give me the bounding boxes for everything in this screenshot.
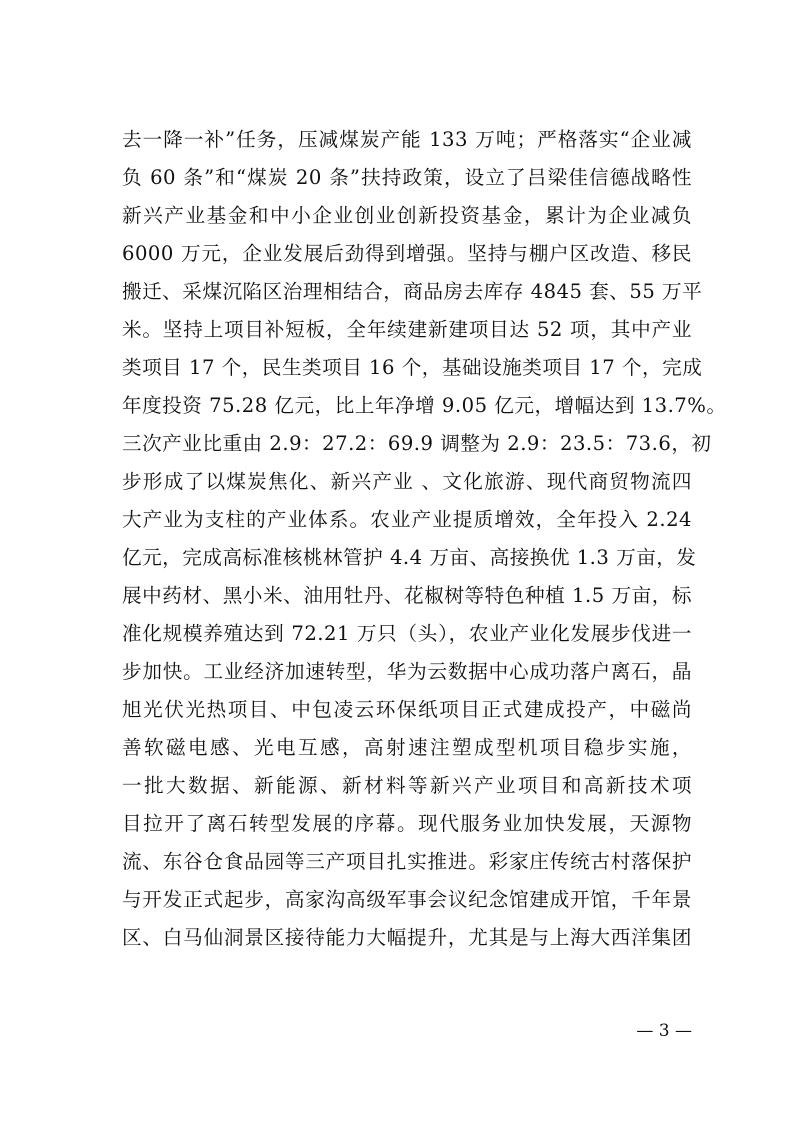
text-line: 米。坚持上项目补短板，全年续建新建项目达 52 项，其中产业 (122, 318, 692, 341)
text-line: 流、东谷仓食品园等三产项目扎实推进。彩家庄传统古村落保护 (122, 850, 692, 873)
text-line: 与开发正式起步，高家沟高级军事会议纪念馆建成开馆，千年景 (122, 888, 692, 911)
text-line: 目拉开了离石转型发展的序幕。现代服务业加快发展，天源物 (122, 812, 692, 835)
text-line: 区、白马仙洞景区接待能力大幅提升，尤其是与上海大西洋集团 (122, 926, 692, 949)
text-line: 善软磁电感、光电互感，高射速注塑成型机项目稳步实施， (122, 736, 692, 759)
text-line: 亿元，完成高标准核桃林管护 4.4 万亩、高接换优 1.3 万亩，发 (122, 546, 697, 569)
text-line: 类项目 17 个，民生类项目 16 个，基础设施类项目 17 个，完成 (122, 356, 703, 379)
text-line: 大产业为支柱的产业体系。农业产业提质增效，全年投入 2.24 (122, 508, 692, 531)
text-line: 年度投资 75.28 亿元，比上年净增 9.05 亿元，增幅达到 13.7%。 (122, 394, 727, 417)
text-line: 搬迁、采煤沉陷区治理相结合，商品房去库存 4845 套、55 万平 (122, 280, 703, 303)
text-line: 6000 万元，企业发展后劲得到增强。坚持与棚户区改造、移民 (122, 242, 692, 265)
text-line: 展中药材、黑小米、油用牡丹、花椒树等特色种植 1.5 万亩，标 (122, 584, 692, 607)
text-line: 准化规模养殖达到 72.21 万只（头），农业产业化发展步伐进一 (122, 622, 692, 645)
text-line: 旭光伏光热项目、中包凌云环保纸项目正式建成投产，中磁尚 (122, 698, 692, 721)
text-line: 三次产业比重由 2.9：27.2：69.9 调整为 2.9：23.5：73.6，初 (122, 432, 712, 455)
page-number: — 3 — (636, 1021, 692, 1041)
text-line: 去一降一补”任务，压减煤炭产能 133 万吨；严格落实“企业减 (122, 128, 692, 151)
text-line: 步加快。工业经济加速转型，华为云数据中心成功落户离石，晶 (122, 660, 692, 683)
text-line: 新兴产业基金和中小企业创业创新投资基金，累计为企业减负 (122, 204, 692, 227)
text-line: 一批大数据、新能源、新材料等新兴产业项目和高新技术项 (122, 774, 692, 797)
text-line: 步形成了以煤炭焦化、新兴产业 、文化旅游、现代商贸物流四 (122, 470, 692, 493)
text-line: 负 60 条”和“煤炭 20 条”扶持政策，设立了吕梁佳信德战略性 (122, 166, 692, 189)
body-text (122, 121, 727, 957)
